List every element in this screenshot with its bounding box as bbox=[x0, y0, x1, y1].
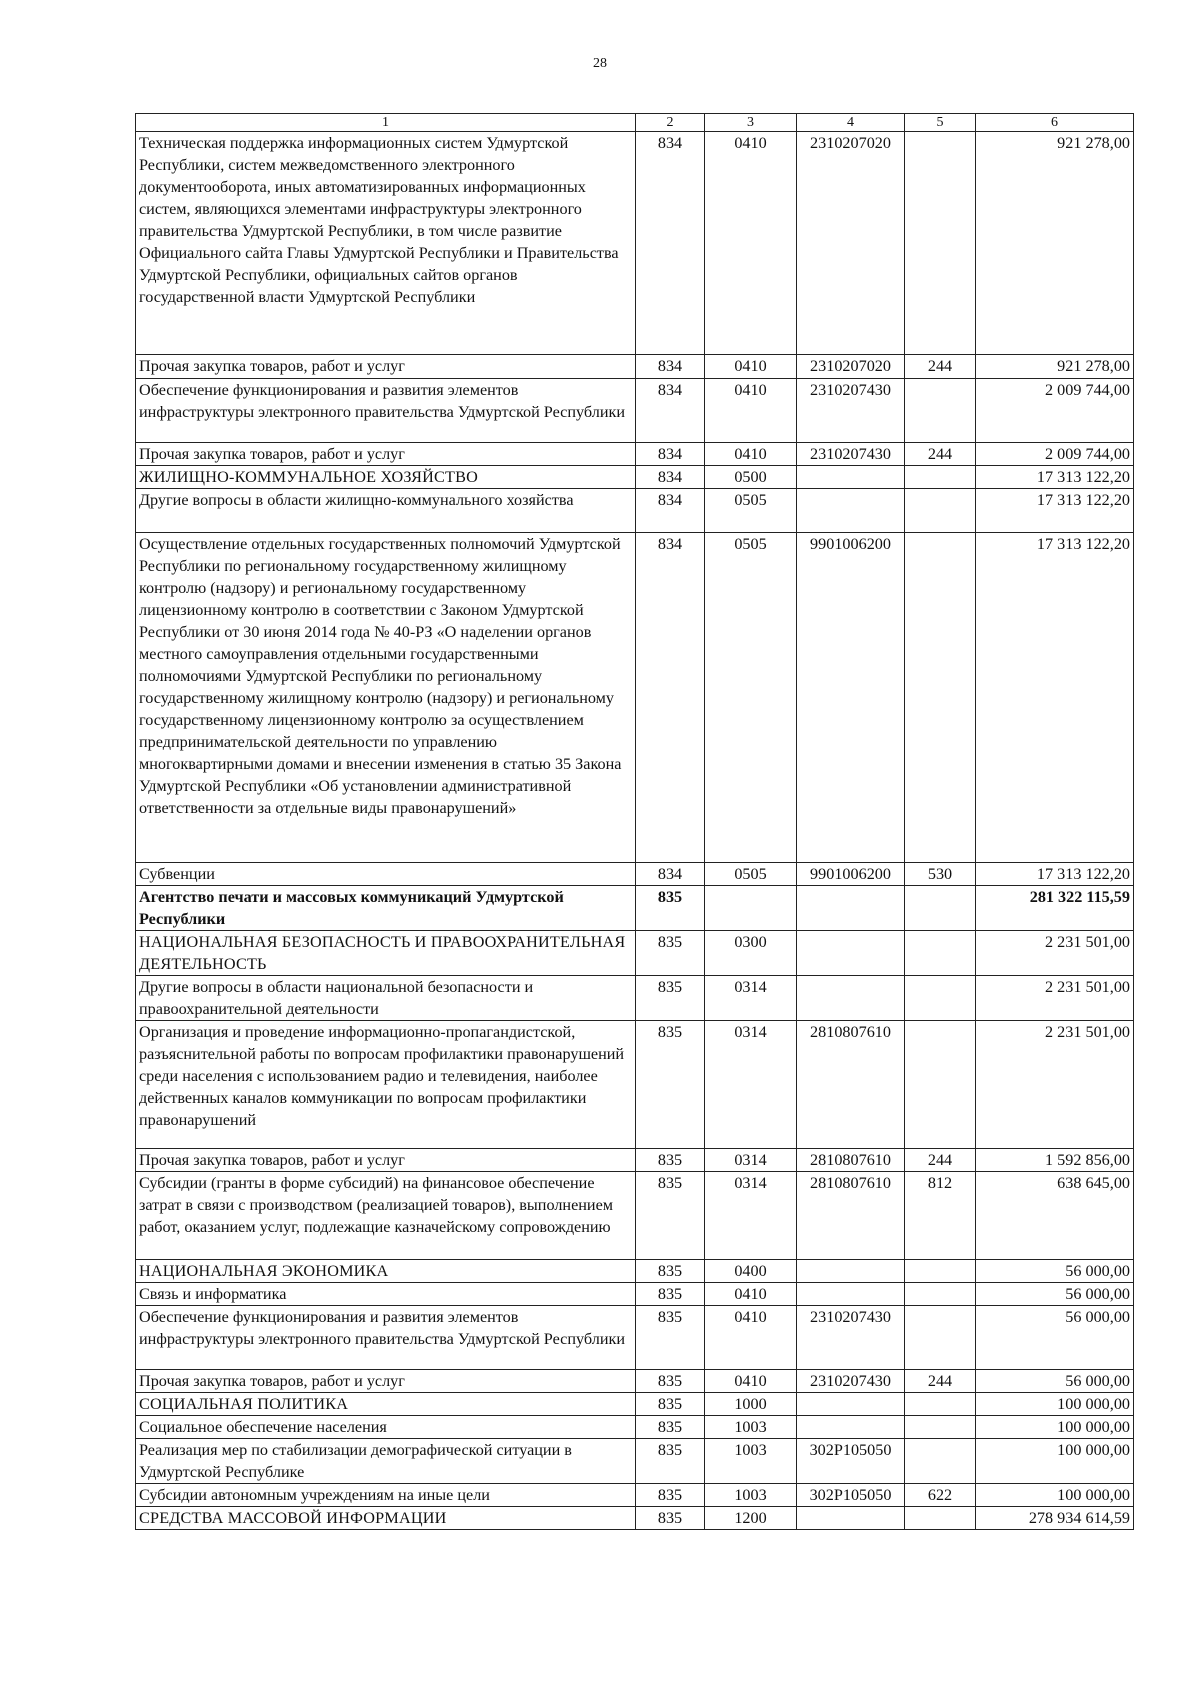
table-row bbox=[136, 1283, 1134, 1306]
row-expense-type-code: 530 bbox=[905, 863, 976, 886]
row-ved-code: 835 bbox=[636, 1439, 705, 1484]
row-amount: 2 231 501,00 bbox=[976, 931, 1134, 976]
row-amount: 921 278,00 bbox=[976, 132, 1134, 355]
row-ved-code: 834 bbox=[636, 489, 705, 533]
row-amount: 100 000,00 bbox=[976, 1439, 1134, 1484]
row-expense-type-code: 244 bbox=[905, 355, 976, 379]
table-row bbox=[136, 1172, 1134, 1260]
row-section-code: 0505 bbox=[705, 863, 797, 886]
table-row bbox=[136, 466, 1134, 489]
row-target-code: 2310207430 bbox=[797, 379, 905, 443]
row-ved-code: 835 bbox=[636, 1370, 705, 1393]
row-expense-type-code bbox=[905, 931, 976, 976]
row-ved-code: 834 bbox=[636, 379, 705, 443]
row-description: СРЕДСТВА МАССОВОЙ ИНФОРМАЦИИ bbox=[136, 1507, 636, 1530]
row-description: Социальное обеспечение населения bbox=[136, 1416, 636, 1439]
row-expense-type-code bbox=[905, 1507, 976, 1530]
row-section-code: 0410 bbox=[705, 132, 797, 355]
table-row bbox=[136, 132, 1134, 355]
row-description: Субсидии (гранты в форме субсидий) на финансовое обеспечение затрат в связи с производством (реализацией товаров), выполнением работ, оказанием услуг, подлежащие казначейскому сопровождению bbox=[136, 1172, 636, 1260]
row-description: Осуществление отдельных государственных полномочий Удмуртской Республики по региональному государственному жилищному контролю (надзору) и региональному государственному лицензионному контролю в соответствии с Законом Удмуртской Республики от 30 июня 2014 года № 40-РЗ «О наделении органов местного самоуправления отдельными государственными полномочиями Удмуртской Республики по региональному государственному жилищному контролю (надзору) и региональному государственному лицензионному контролю за осуществлением предпринимательской деятельности по управлению многоквартирными домами и внесении изменения в статью 35 Закона Удмуртской Республики «Об установлении административной ответственности за отдельные виды правонарушений» bbox=[136, 533, 636, 863]
row-amount: 2 231 501,00 bbox=[976, 976, 1134, 1021]
row-section-code: 1003 bbox=[705, 1484, 797, 1507]
row-ved-code: 835 bbox=[636, 1149, 705, 1172]
row-target-code bbox=[797, 976, 905, 1021]
row-section-code: 0314 bbox=[705, 976, 797, 1021]
row-ved-code: 835 bbox=[636, 976, 705, 1021]
row-section-code: 0410 bbox=[705, 1306, 797, 1370]
table-row bbox=[136, 886, 1134, 931]
row-target-code: 302Р105050 bbox=[797, 1484, 905, 1507]
row-expense-type-code bbox=[905, 489, 976, 533]
table-row bbox=[136, 1393, 1134, 1416]
row-section-code: 0314 bbox=[705, 1172, 797, 1260]
row-target-code bbox=[797, 1507, 905, 1530]
row-expense-type-code bbox=[905, 1416, 976, 1439]
row-ved-code: 834 bbox=[636, 533, 705, 863]
table-row bbox=[136, 379, 1134, 443]
row-ved-code: 834 bbox=[636, 443, 705, 466]
row-expense-type-code bbox=[905, 1306, 976, 1370]
row-amount: 1 592 856,00 bbox=[976, 1149, 1134, 1172]
row-description: Обеспечение функционирования и развития элементов инфраструктуры электронного правительства Удмуртской Республики bbox=[136, 379, 636, 443]
row-description: Организация и проведение информационно-пропагандистской, разъяснительной работы по вопросам профилактики правонарушений среди населения с использованием радио и телевидения, наиболее действенных каналов коммуникации по вопросам профилактики правонарушений bbox=[136, 1021, 636, 1149]
row-amount: 17 313 122,20 bbox=[976, 466, 1134, 489]
row-ved-code: 835 bbox=[636, 1306, 705, 1370]
row-ved-code: 835 bbox=[636, 1393, 705, 1416]
column-header-5: 5 bbox=[905, 114, 976, 132]
row-section-code: 1200 bbox=[705, 1507, 797, 1530]
table-row bbox=[136, 1260, 1134, 1283]
column-header-2: 2 bbox=[636, 114, 705, 132]
row-expense-type-code bbox=[905, 379, 976, 443]
row-description: ЖИЛИЩНО-КОММУНАЛЬНОЕ ХОЗЯЙСТВО bbox=[136, 466, 636, 489]
row-description: Субвенции bbox=[136, 863, 636, 886]
row-amount: 2 231 501,00 bbox=[976, 1021, 1134, 1149]
table-row bbox=[136, 931, 1134, 976]
row-description: Реализация мер по стабилизации демографической ситуации в Удмуртской Республике bbox=[136, 1439, 636, 1484]
row-description: Обеспечение функционирования и развития элементов инфраструктуры электронного правительства Удмуртской Республики bbox=[136, 1306, 636, 1370]
row-description: Техническая поддержка информационных систем Удмуртской Республики, систем межведомственного электронного документооборота, иных автоматизированных информационных систем, являющихся элементами инфраструктуры электронного правительства Удмуртской Республики, в том числе развитие Официального сайта Главы Удмуртской Республики и Правительства Удмуртской Республики, официальных сайтов органов государственной власти Удмуртской Республики bbox=[136, 132, 636, 355]
row-expense-type-code bbox=[905, 1260, 976, 1283]
row-expense-type-code bbox=[905, 1283, 976, 1306]
row-section-code: 1000 bbox=[705, 1393, 797, 1416]
row-ved-code: 835 bbox=[636, 1021, 705, 1149]
row-target-code: 2310207020 bbox=[797, 355, 905, 379]
row-section-code bbox=[705, 886, 797, 931]
row-target-code: 9901006200 bbox=[797, 863, 905, 886]
column-header-1: 1 bbox=[136, 114, 636, 132]
table-header-row bbox=[136, 114, 1134, 132]
row-target-code: 2310207430 bbox=[797, 1370, 905, 1393]
row-expense-type-code: 812 bbox=[905, 1172, 976, 1260]
row-description: Прочая закупка товаров, работ и услуг bbox=[136, 1149, 636, 1172]
row-expense-type-code bbox=[905, 132, 976, 355]
row-ved-code: 835 bbox=[636, 1416, 705, 1439]
row-description: Прочая закупка товаров, работ и услуг bbox=[136, 1370, 636, 1393]
row-section-code: 0500 bbox=[705, 466, 797, 489]
table-row bbox=[136, 1416, 1134, 1439]
row-amount: 2 009 744,00 bbox=[976, 443, 1134, 466]
row-ved-code: 834 bbox=[636, 355, 705, 379]
row-amount: 56 000,00 bbox=[976, 1306, 1134, 1370]
row-expense-type-code bbox=[905, 1021, 976, 1149]
row-expense-type-code bbox=[905, 533, 976, 863]
table-row bbox=[136, 1439, 1134, 1484]
row-expense-type-code bbox=[905, 466, 976, 489]
row-amount: 56 000,00 bbox=[976, 1260, 1134, 1283]
row-ved-code: 835 bbox=[636, 1484, 705, 1507]
table-row bbox=[136, 1484, 1134, 1507]
row-amount: 56 000,00 bbox=[976, 1370, 1134, 1393]
row-section-code: 1003 bbox=[705, 1439, 797, 1484]
row-target-code: 2810807610 bbox=[797, 1021, 905, 1149]
row-expense-type-code: 244 bbox=[905, 1370, 976, 1393]
row-description: Другие вопросы в области жилищно-коммунального хозяйства bbox=[136, 489, 636, 533]
table-row bbox=[136, 1306, 1134, 1370]
page-number: 28 bbox=[593, 56, 607, 71]
row-description: Субсидии автономным учреждениям на иные цели bbox=[136, 1484, 636, 1507]
table-row bbox=[136, 489, 1134, 533]
row-section-code: 0410 bbox=[705, 1283, 797, 1306]
column-header-3: 3 bbox=[705, 114, 797, 132]
row-ved-code: 835 bbox=[636, 1260, 705, 1283]
row-amount: 638 645,00 bbox=[976, 1172, 1134, 1260]
row-amount: 17 313 122,20 bbox=[976, 489, 1134, 533]
row-ved-code: 834 bbox=[636, 466, 705, 489]
column-header-4: 4 bbox=[797, 114, 905, 132]
table-row bbox=[136, 1021, 1134, 1149]
row-section-code: 0410 bbox=[705, 443, 797, 466]
row-expense-type-code bbox=[905, 1439, 976, 1484]
row-target-code: 2310207430 bbox=[797, 1306, 905, 1370]
row-amount: 17 313 122,20 bbox=[976, 863, 1134, 886]
row-amount: 278 934 614,59 bbox=[976, 1507, 1134, 1530]
row-ved-code: 835 bbox=[636, 931, 705, 976]
row-target-code bbox=[797, 466, 905, 489]
table-row bbox=[136, 533, 1134, 863]
row-section-code: 0314 bbox=[705, 1021, 797, 1149]
row-section-code: 0505 bbox=[705, 533, 797, 863]
column-header-6: 6 bbox=[976, 114, 1134, 132]
row-target-code: 2810807610 bbox=[797, 1172, 905, 1260]
row-section-code: 0410 bbox=[705, 355, 797, 379]
table-row bbox=[136, 1149, 1134, 1172]
row-target-code: 2310207430 bbox=[797, 443, 905, 466]
row-ved-code: 835 bbox=[636, 1507, 705, 1530]
row-ved-code: 834 bbox=[636, 863, 705, 886]
row-expense-type-code bbox=[905, 1393, 976, 1416]
row-amount: 100 000,00 bbox=[976, 1416, 1134, 1439]
row-target-code bbox=[797, 489, 905, 533]
row-section-code: 0410 bbox=[705, 1370, 797, 1393]
table-row bbox=[136, 976, 1134, 1021]
row-section-code: 0400 bbox=[705, 1260, 797, 1283]
row-description: НАЦИОНАЛЬНАЯ БЕЗОПАСНОСТЬ И ПРАВООХРАНИТЕЛЬНАЯ ДЕЯТЕЛЬНОСТЬ bbox=[136, 931, 636, 976]
table-row bbox=[136, 863, 1134, 886]
row-expense-type-code: 244 bbox=[905, 443, 976, 466]
table-row bbox=[136, 443, 1134, 466]
row-description: Прочая закупка товаров, работ и услуг bbox=[136, 443, 636, 466]
row-description: Агентство печати и массовых коммуникаций Удмуртской Республики bbox=[136, 886, 636, 931]
row-ved-code: 835 bbox=[636, 1283, 705, 1306]
row-target-code bbox=[797, 1283, 905, 1306]
row-section-code: 0314 bbox=[705, 1149, 797, 1172]
row-target-code: 2310207020 bbox=[797, 132, 905, 355]
row-section-code: 0300 bbox=[705, 931, 797, 976]
table-row bbox=[136, 1370, 1134, 1393]
row-amount: 2 009 744,00 bbox=[976, 379, 1134, 443]
row-ved-code: 835 bbox=[636, 886, 705, 931]
row-ved-code: 835 bbox=[636, 1172, 705, 1260]
budget-table bbox=[135, 113, 1134, 1530]
row-section-code: 1003 bbox=[705, 1416, 797, 1439]
row-expense-type-code: 244 bbox=[905, 1149, 976, 1172]
row-expense-type-code bbox=[905, 886, 976, 931]
row-description: СОЦИАЛЬНАЯ ПОЛИТИКА bbox=[136, 1393, 636, 1416]
row-target-code: 302Р105050 bbox=[797, 1439, 905, 1484]
row-amount: 100 000,00 bbox=[976, 1393, 1134, 1416]
row-amount: 56 000,00 bbox=[976, 1283, 1134, 1306]
row-amount: 921 278,00 bbox=[976, 355, 1134, 379]
row-target-code bbox=[797, 931, 905, 976]
row-expense-type-code bbox=[905, 976, 976, 1021]
row-amount: 100 000,00 bbox=[976, 1484, 1134, 1507]
row-target-code bbox=[797, 1393, 905, 1416]
row-target-code: 9901006200 bbox=[797, 533, 905, 863]
row-amount: 281 322 115,59 bbox=[976, 886, 1134, 931]
row-amount: 17 313 122,20 bbox=[976, 533, 1134, 863]
row-description: Связь и информатика bbox=[136, 1283, 636, 1306]
row-target-code bbox=[797, 886, 905, 931]
row-target-code: 2810807610 bbox=[797, 1149, 905, 1172]
row-section-code: 0505 bbox=[705, 489, 797, 533]
row-target-code bbox=[797, 1260, 905, 1283]
row-target-code bbox=[797, 1416, 905, 1439]
table-row bbox=[136, 1507, 1134, 1530]
row-section-code: 0410 bbox=[705, 379, 797, 443]
table-row bbox=[136, 355, 1134, 379]
row-ved-code: 834 bbox=[636, 132, 705, 355]
row-description: Прочая закупка товаров, работ и услуг bbox=[136, 355, 636, 379]
row-description: НАЦИОНАЛЬНАЯ ЭКОНОМИКА bbox=[136, 1260, 636, 1283]
row-expense-type-code: 622 bbox=[905, 1484, 976, 1507]
row-description: Другие вопросы в области национальной безопасности и правоохранительной деятельности bbox=[136, 976, 636, 1021]
